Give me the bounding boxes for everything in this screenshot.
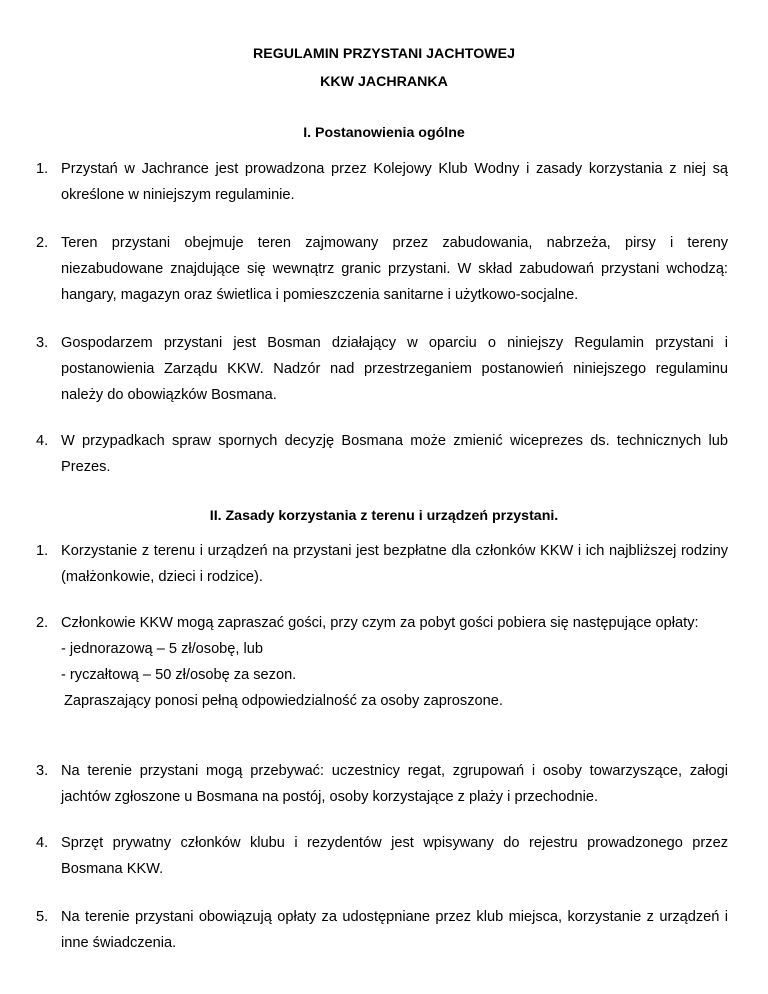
section-heading: II. Zasady korzystania z terenu i urządzeń przystani. bbox=[209, 508, 559, 524]
item-text-intro: Członkowie KKW mogą zapraszać gości, przy czym za pobyt gości pobiera się następujące opłaty: bbox=[61, 615, 699, 631]
item-number: 3. bbox=[36, 763, 49, 779]
item-text: Korzystanie z terenu i urządzeń na przystani jest bezpłatne dla członków KKW i ich najbliższej rodziny (małżonkowie, dzieci i rodzice). bbox=[61, 543, 728, 585]
item-text-outro: Zapraszający ponosi pełną odpowiedzialność za osoby zaproszone. bbox=[64, 693, 503, 709]
item-number: 1. bbox=[36, 543, 49, 559]
list-item bbox=[36, 428, 728, 480]
list-item bbox=[36, 758, 728, 810]
list-item bbox=[36, 230, 728, 308]
item-body bbox=[61, 610, 728, 714]
list-item bbox=[36, 156, 728, 208]
item-text: Przystań w Jachrance jest prowadzona przez Kolejowy Klub Wodny i zasady korzystania z niej są określone w niniejszym regulaminie. bbox=[61, 161, 728, 203]
list-item bbox=[36, 904, 728, 956]
item-text: Teren przystani obejmuje teren zajmowany przez zabudowania, nabrzeża, pirsy i tereny niezabudowane znajdujące się wewnątrz granic przystani. W skład zabudowań przystani wchodzą: hangary, magazyn oraz świetlica i pomieszczenia sanitarne i użytkowo-socjalne. bbox=[61, 235, 728, 303]
document-title-line2: KKW JACHRANKA bbox=[320, 74, 448, 90]
item-text: Na terenie przystani obowiązują opłaty za udostępniane przez klub miejsca, korzystanie z urządzeń i inne świadczenia. bbox=[61, 909, 728, 951]
list-item bbox=[36, 330, 728, 408]
item-text: Na terenie przystani mogą przebywać: uczestnicy regat, zgrupowań i osoby towarzyszące, załogi jachtów zgłoszone u Bosmana na postój, osoby korzystające z plaży i przechodnie. bbox=[61, 763, 728, 805]
item-number: 4. bbox=[36, 835, 49, 851]
item-text: Sprzęt prywatny członków klubu i rezydentów jest wpisywany do rejestru prowadzonego przez Bosmana KKW. bbox=[61, 835, 728, 877]
fee-option-season: - ryczałtową – 50 zł/osobę za sezon. bbox=[61, 667, 297, 683]
item-text: Gospodarzem przystani jest Bosman działający w oparciu o niniejszy Regulamin przystani i postanowienia Zarządu KKW. Nadzór nad przestrzeganiem postanowień niniejszego regulaminu należy do obowiązków Bosmana. bbox=[61, 335, 728, 403]
list-item bbox=[36, 538, 728, 590]
item-text: W przypadkach spraw spornych decyzję Bosmana może zmienić wiceprezes ds. technicznych lub Prezes. bbox=[61, 433, 728, 475]
item-number: 2. bbox=[36, 615, 49, 631]
item-number: 3. bbox=[36, 335, 49, 351]
fee-option-single: - jednorazową – 5 zł/osobę, lub bbox=[61, 641, 264, 657]
item-number: 2. bbox=[36, 235, 49, 251]
list-item bbox=[36, 830, 728, 882]
section-heading: I. Postanowienia ogólne bbox=[303, 125, 465, 141]
item-number: 5. bbox=[36, 909, 49, 925]
item-number: 1. bbox=[36, 161, 49, 177]
list-item bbox=[36, 610, 728, 714]
document-title-line1: REGULAMIN PRZYSTANI JACHTOWEJ bbox=[253, 46, 515, 62]
item-number: 4. bbox=[36, 433, 49, 449]
